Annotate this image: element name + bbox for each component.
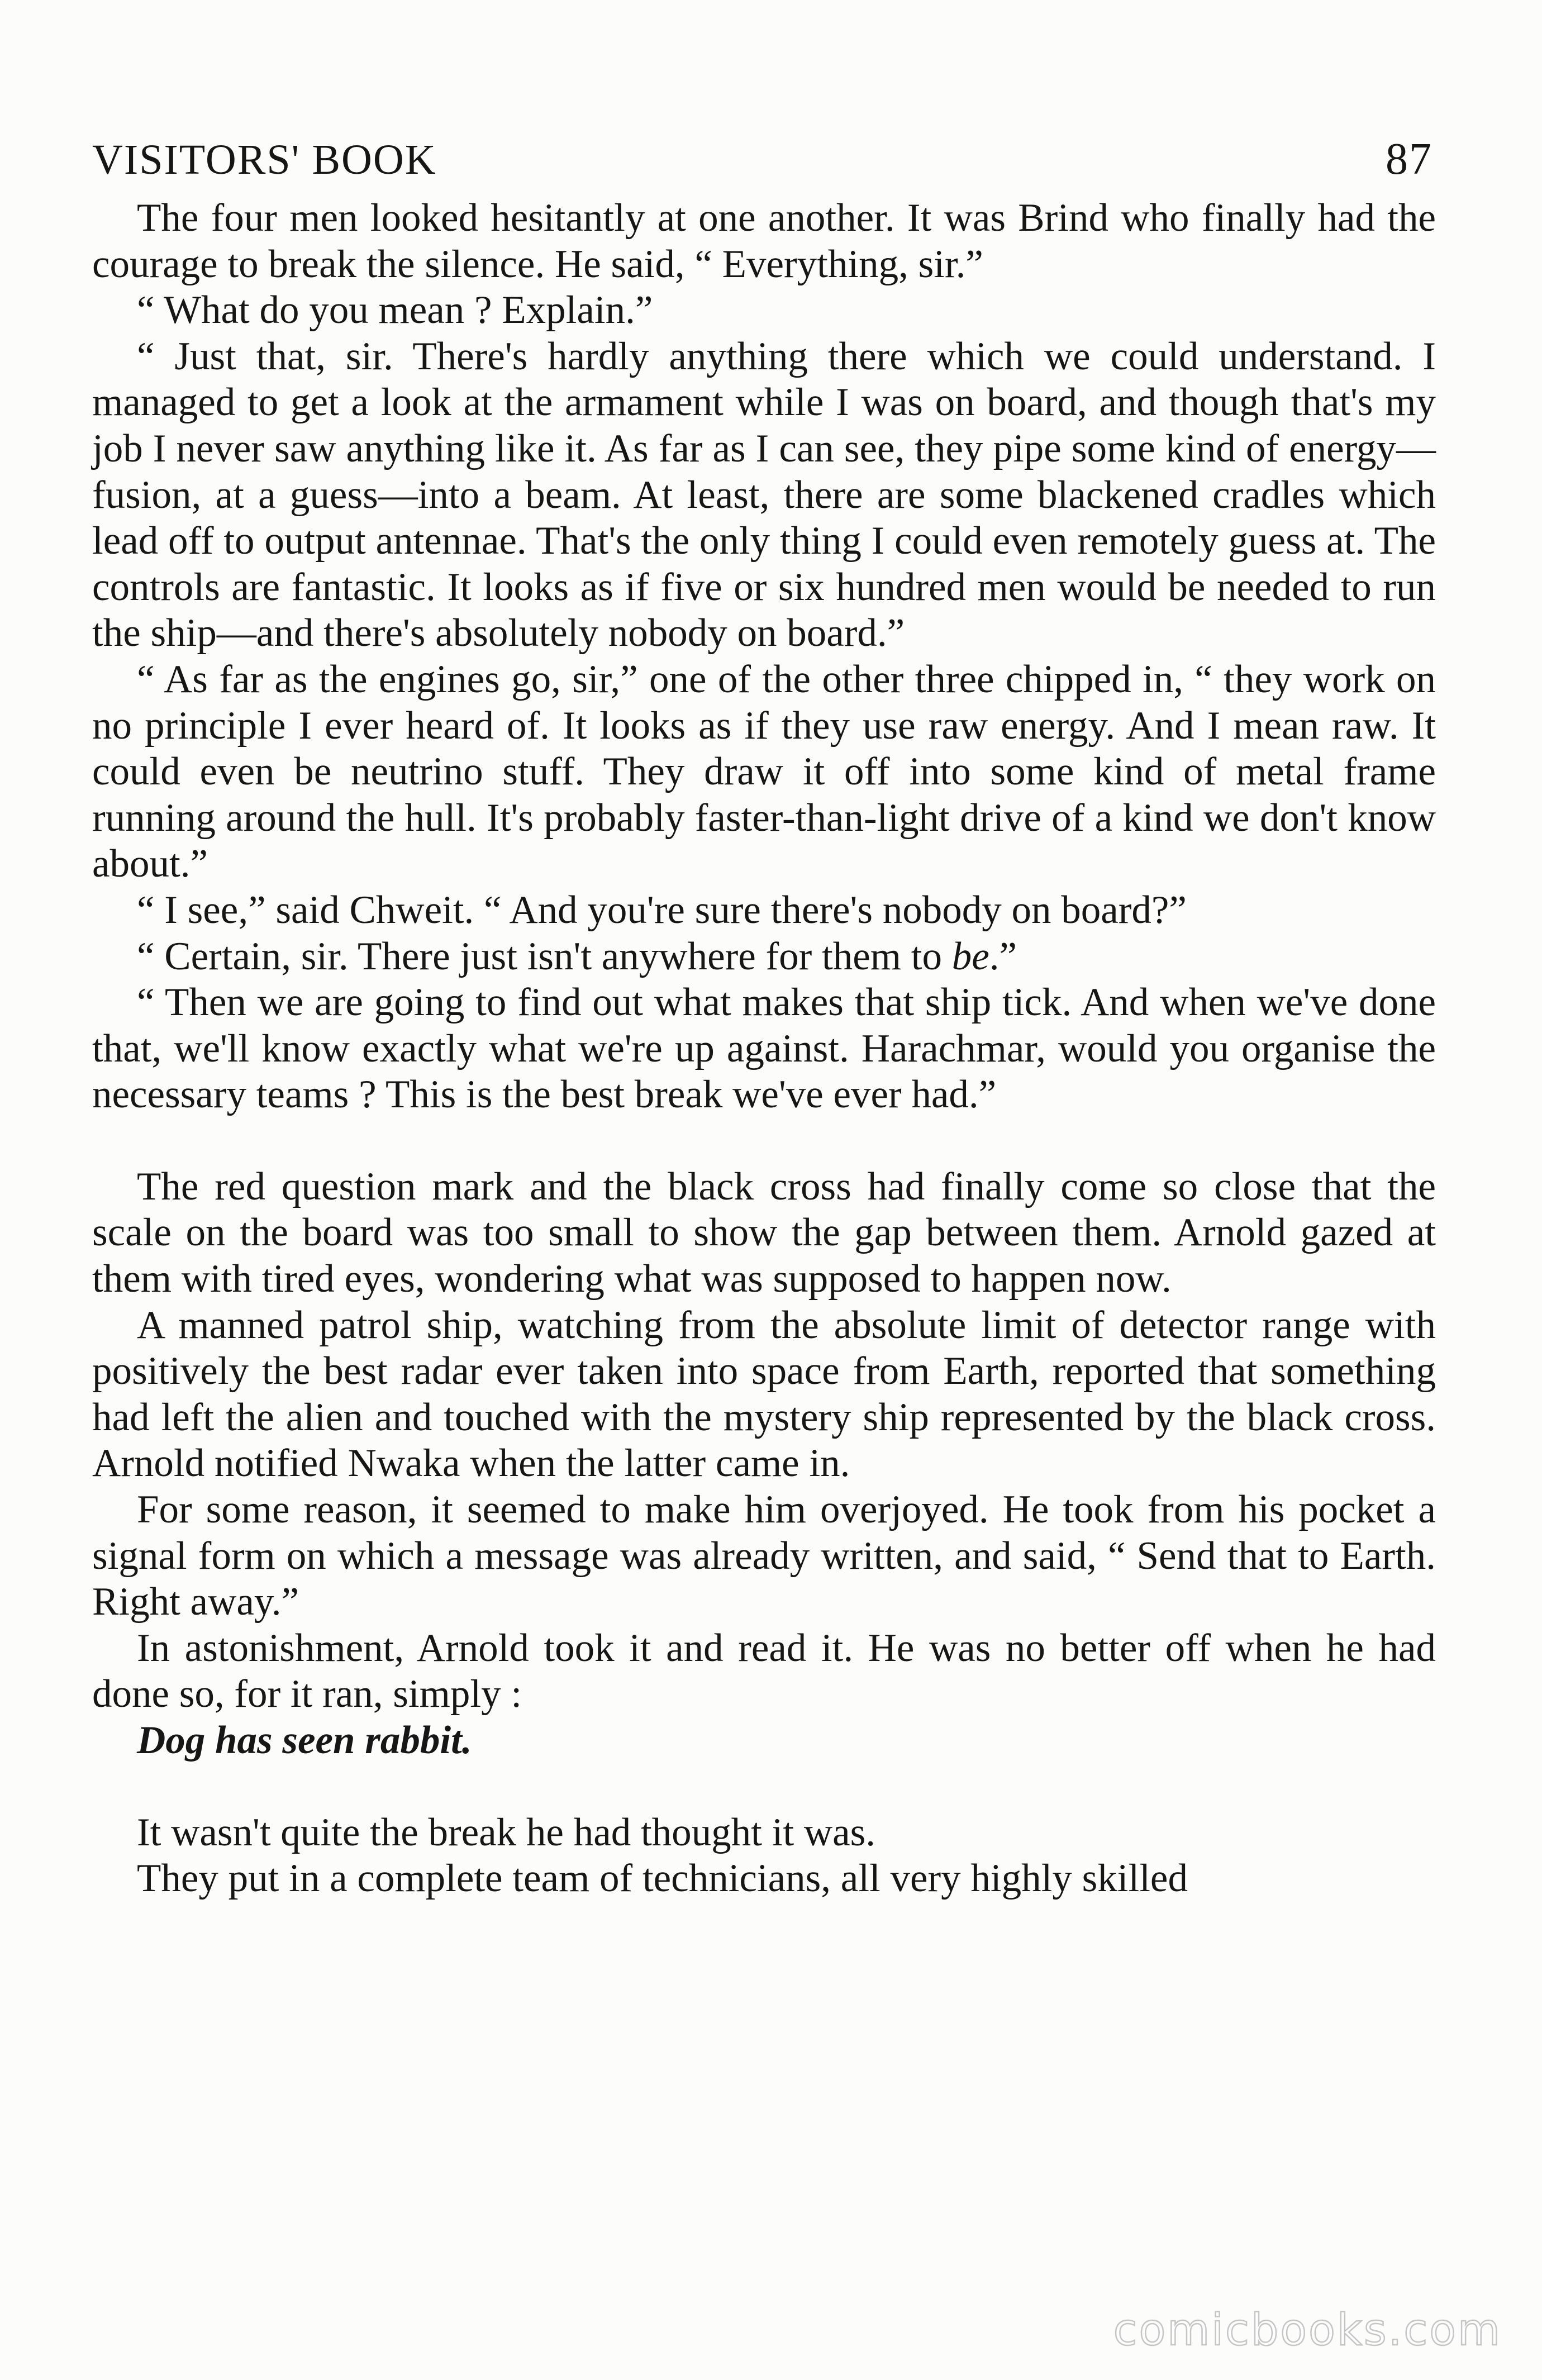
paragraph-9: A manned patrol ship, watching from the absolute limit of detector range with positively the best radar ever taken into space from Earth, reported that something had left the alien and touched with the mystery ship represented by the black cross. Arnold notified Nwaka when the latter came in. (92, 1303, 1436, 1486)
paragraph-2: “ What do you mean ? Explain.” (137, 288, 653, 332)
paragraph-10: For some reason, it seemed to make him overjoyed. He took from his pocket a signal form on which a message was already written, and said, “ Send that to Earth. Right away.” (92, 1488, 1436, 1624)
paragraph-5: “ I see,” said Chweit. “ And you're sure there's nobody on board?” (137, 888, 1187, 932)
paragraph-6-close: .” (989, 934, 1017, 978)
paragraph-6 (92, 934, 1436, 980)
section-break-2 (92, 1764, 1436, 1810)
section-break (92, 1118, 1436, 1164)
page-number: 87 (1386, 135, 1432, 184)
book-page (92, 134, 1436, 1902)
running-head (92, 134, 1436, 185)
paragraph-6-emphasis: be (951, 934, 989, 978)
paragraph-1: The four men looked hesitantly at one another. It was Brind who finally had the courage to break the silence. He said, “ Everything, sir.” (92, 196, 1436, 286)
paragraph-6-text: “ Certain, sir. There just isn't anywhere for them to (137, 934, 952, 978)
paragraph-11: In astonishment, Arnold took it and read it. He was no better off when he had done so, for it ran, simply : (92, 1626, 1436, 1716)
paragraph-4: “ As far as the engines go, sir,” one of the other three chipped in, “ they work on no principle I ever heard of. It looks as if they use raw energy. And I mean raw. It could even be neutrino stuff. They draw it off into some kind of metal frame running around the hull. It's probably faster-than-light drive of a kind we don't know about.” (92, 657, 1436, 886)
paragraph-13: It wasn't quite the break he had thought it was. (137, 1810, 876, 1854)
signal-message: Dog has seen rabbit. (137, 1719, 472, 1762)
paragraph-8: The red question mark and the black cross had finally come so close that the scale on the board was too small to show the gap between them. Arnold gazed at them with tired eyes, wondering what was supposed to happen now. (92, 1164, 1436, 1301)
paragraph-14: They put in a complete team of technicians, all very highly skilled (137, 1857, 1188, 1901)
running-title: VISITORS' BOOK (92, 136, 437, 183)
paragraph-7: “ Then we are going to find out what makes that ship tick. And when we've done that, we'll know exactly what we're up against. Harachmar, would you organise the necessary teams ? This is the best break we've ever had.” (92, 980, 1436, 1117)
watermark-logo: comicbooks.com (1113, 2305, 1502, 2355)
paragraph-3: “ Just that, sir. There's hardly anything there which we could understand. I managed to get a look at the armament while I was on board, and though that's my job I never saw anything like it. As far as I can see, they pipe some kind of energy—fusion, at a guess—into a beam. At least, there are some blackened cradles which lead off to output antennae. That's the only thing I could even remotely guess at. The controls are fantastic. It looks as if five or six hundred men would be needed to run the ship—and there's absolutely nobody on board.” (92, 334, 1436, 655)
